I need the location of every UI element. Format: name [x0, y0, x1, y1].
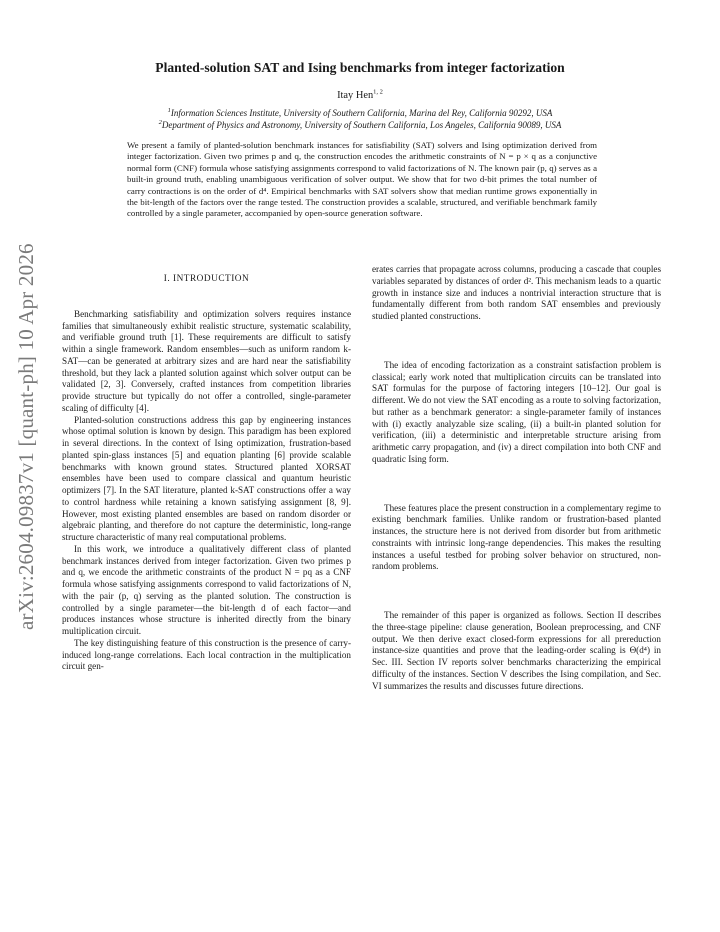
paragraph: These features place the present construction in a complementary regime to existing benchmark families. Unlike random or frustration-based planted instances, the structure here is not derived from disorder but from arithmetic constraints with intrinsic long-range dependencies. This makes the resulting instances a useful testbed for probing solver behavior on structured, non-random problems.: [372, 502, 661, 572]
right-column: [372, 264, 661, 692]
paragraph: In this work, we introduce a qualitatively different class of planted benchmark instances derived from integer factorization. Given two primes p and q, we encode the arithmetic constraints of the product N = pq as a CNF formula whose satisfying assignments correspond to valid factorizations of N, with the pair (p, q) serving as the planted solution. The construction is controlled by a single parameter—the bit-length d of each factor—and produces instances whose structure is inherited directly from the binary multiplication circuit.: [62, 543, 351, 636]
affiliation-text: Department of Physics and Astronomy, University of Southern California, Los Angeles, California 90089, USA: [161, 120, 562, 130]
paragraph: Planted-solution constructions address this gap by engineering instances whose optimal solution is known by design. This paradigm has been explored in several directions. In the context of Ising optimization, frustration-based planted spin-glass instances [5] and equation planting [6] provide scalable benchmarks with known ground states. Structured planted XORSAT ensembles have been used to compare classical and quantum heuristic optimizers [7]. In the SAT literature, planted k-SAT constructions offer a way to control hardness while retaining a known satisfying assignment [8, 9]. However, most existing planted ensembles are based on random disorder or algebraic planting, and therefore do not capture the deterministic, long-range structure characteristic of many real computational problems.: [62, 414, 351, 542]
paragraph: erates carries that propagate across columns, producing a cascade that couples variables separated by distances of order d². This mechanism leads to a quartic growth in instance size and induces a nontrivial interaction structure that is fundamentally different from both random SAT ensembles and previously studied planted constructions.: [372, 264, 661, 321]
paragraph: The key distinguishing feature of this construction is the presence of carry-induced long-range correlations. Each local contraction in the multiplication circuit gen-: [62, 637, 351, 672]
affiliation-2: [0, 120, 720, 130]
affiliation-text: Information Sciences Institute, University of Southern California, Marina del Rey, California 90292, USA: [170, 108, 553, 118]
affiliation-number: 2: [158, 119, 162, 126]
affiliation-number: 1: [167, 107, 171, 114]
arxiv-identifier: arXiv:2604.09837v1 [quant-ph] 10 Apr 2026: [14, 243, 38, 630]
affiliation-1: [0, 108, 720, 118]
left-column: [62, 264, 351, 673]
author-name: Itay Hen: [337, 90, 374, 101]
paragraph: The idea of encoding factorization as a constraint satisfaction problem is classical; early work noted that multiplication circuits can be translated into SAT formulas for the purpose of factoring integers [10–12]. Our goal is different. We do not view the SAT encoding as a route to solving factorization, but rather as a benchmark generator: a single-parameter family of instances with (i) exactly analyzable size scaling, (ii) a built-in planted solution for verification, (iii) a deterministic and interpretable structure arising from arithmetic carry propagation, and (iv) a direct compilation into both CNF and quadratic Ising form.: [372, 359, 661, 464]
author-line: [0, 90, 720, 101]
abstract: We present a family of planted-solution benchmark instances for satisfiability (SAT) solvers and Ising optimization derived from integer factorization. Given two primes p and q, the construction encodes the arithmetic constraints of N = p × q as a conjunctive normal form (CNF) formula whose satisfying assignments correspond to valid factorizations of N. The known pair (p, q) serves as a built-in ground truth, enabling unambiguous verification of solver output. We show that for two d-bit primes the total number of carry contractions is on the order of d⁴. Empirical benchmarks with SAT solvers show that median runtime grows exponentially in the bit-length of the factors over the range tested. The construction provides a scalable, structured, and verifiable benchmark family controlled by a single parameter, accompanied by open-source generation software.: [127, 140, 597, 219]
paragraph: The remainder of this paper is organized as follows. Section II describes the three-stage pipeline: clause generation, Boolean preprocessing, and CNF output. We then derive exact closed-form expressions for all prereduction instance-size quantities and prove that the leading-order scaling is Θ(d⁴) in Sec. III. Section IV reports solver benchmarks characterizing the empirical difficulty of the instances. Section V describes the Ising compilation, and Sec. VI summarizes the results and discusses future directions.: [372, 610, 661, 691]
section-heading-introduction: I. INTRODUCTION: [163, 274, 250, 284]
paper-title: Planted-solution SAT and Ising benchmarks from integer factorization: [155, 60, 565, 75]
paragraph: Benchmarking satisfiability and optimization solvers requires instance families that simultaneously exhibit realistic structure, systematic scalability, and verifiable ground truth [1]. These requirements are difficult to satisfy within a single framework. Random ensembles—such as uniform random k-SAT—can be generated at arbitrary sizes and are hard near the satisfiability threshold, but they lack a planted solution against which solver output can be validated [2, 3]. Conversely, crafted instances from competition libraries provide structure but typically do not offer a controlled, single-parameter scaling of difficulty [4].: [62, 308, 351, 413]
author-affiliation-marks: 1, 2: [373, 88, 383, 96]
